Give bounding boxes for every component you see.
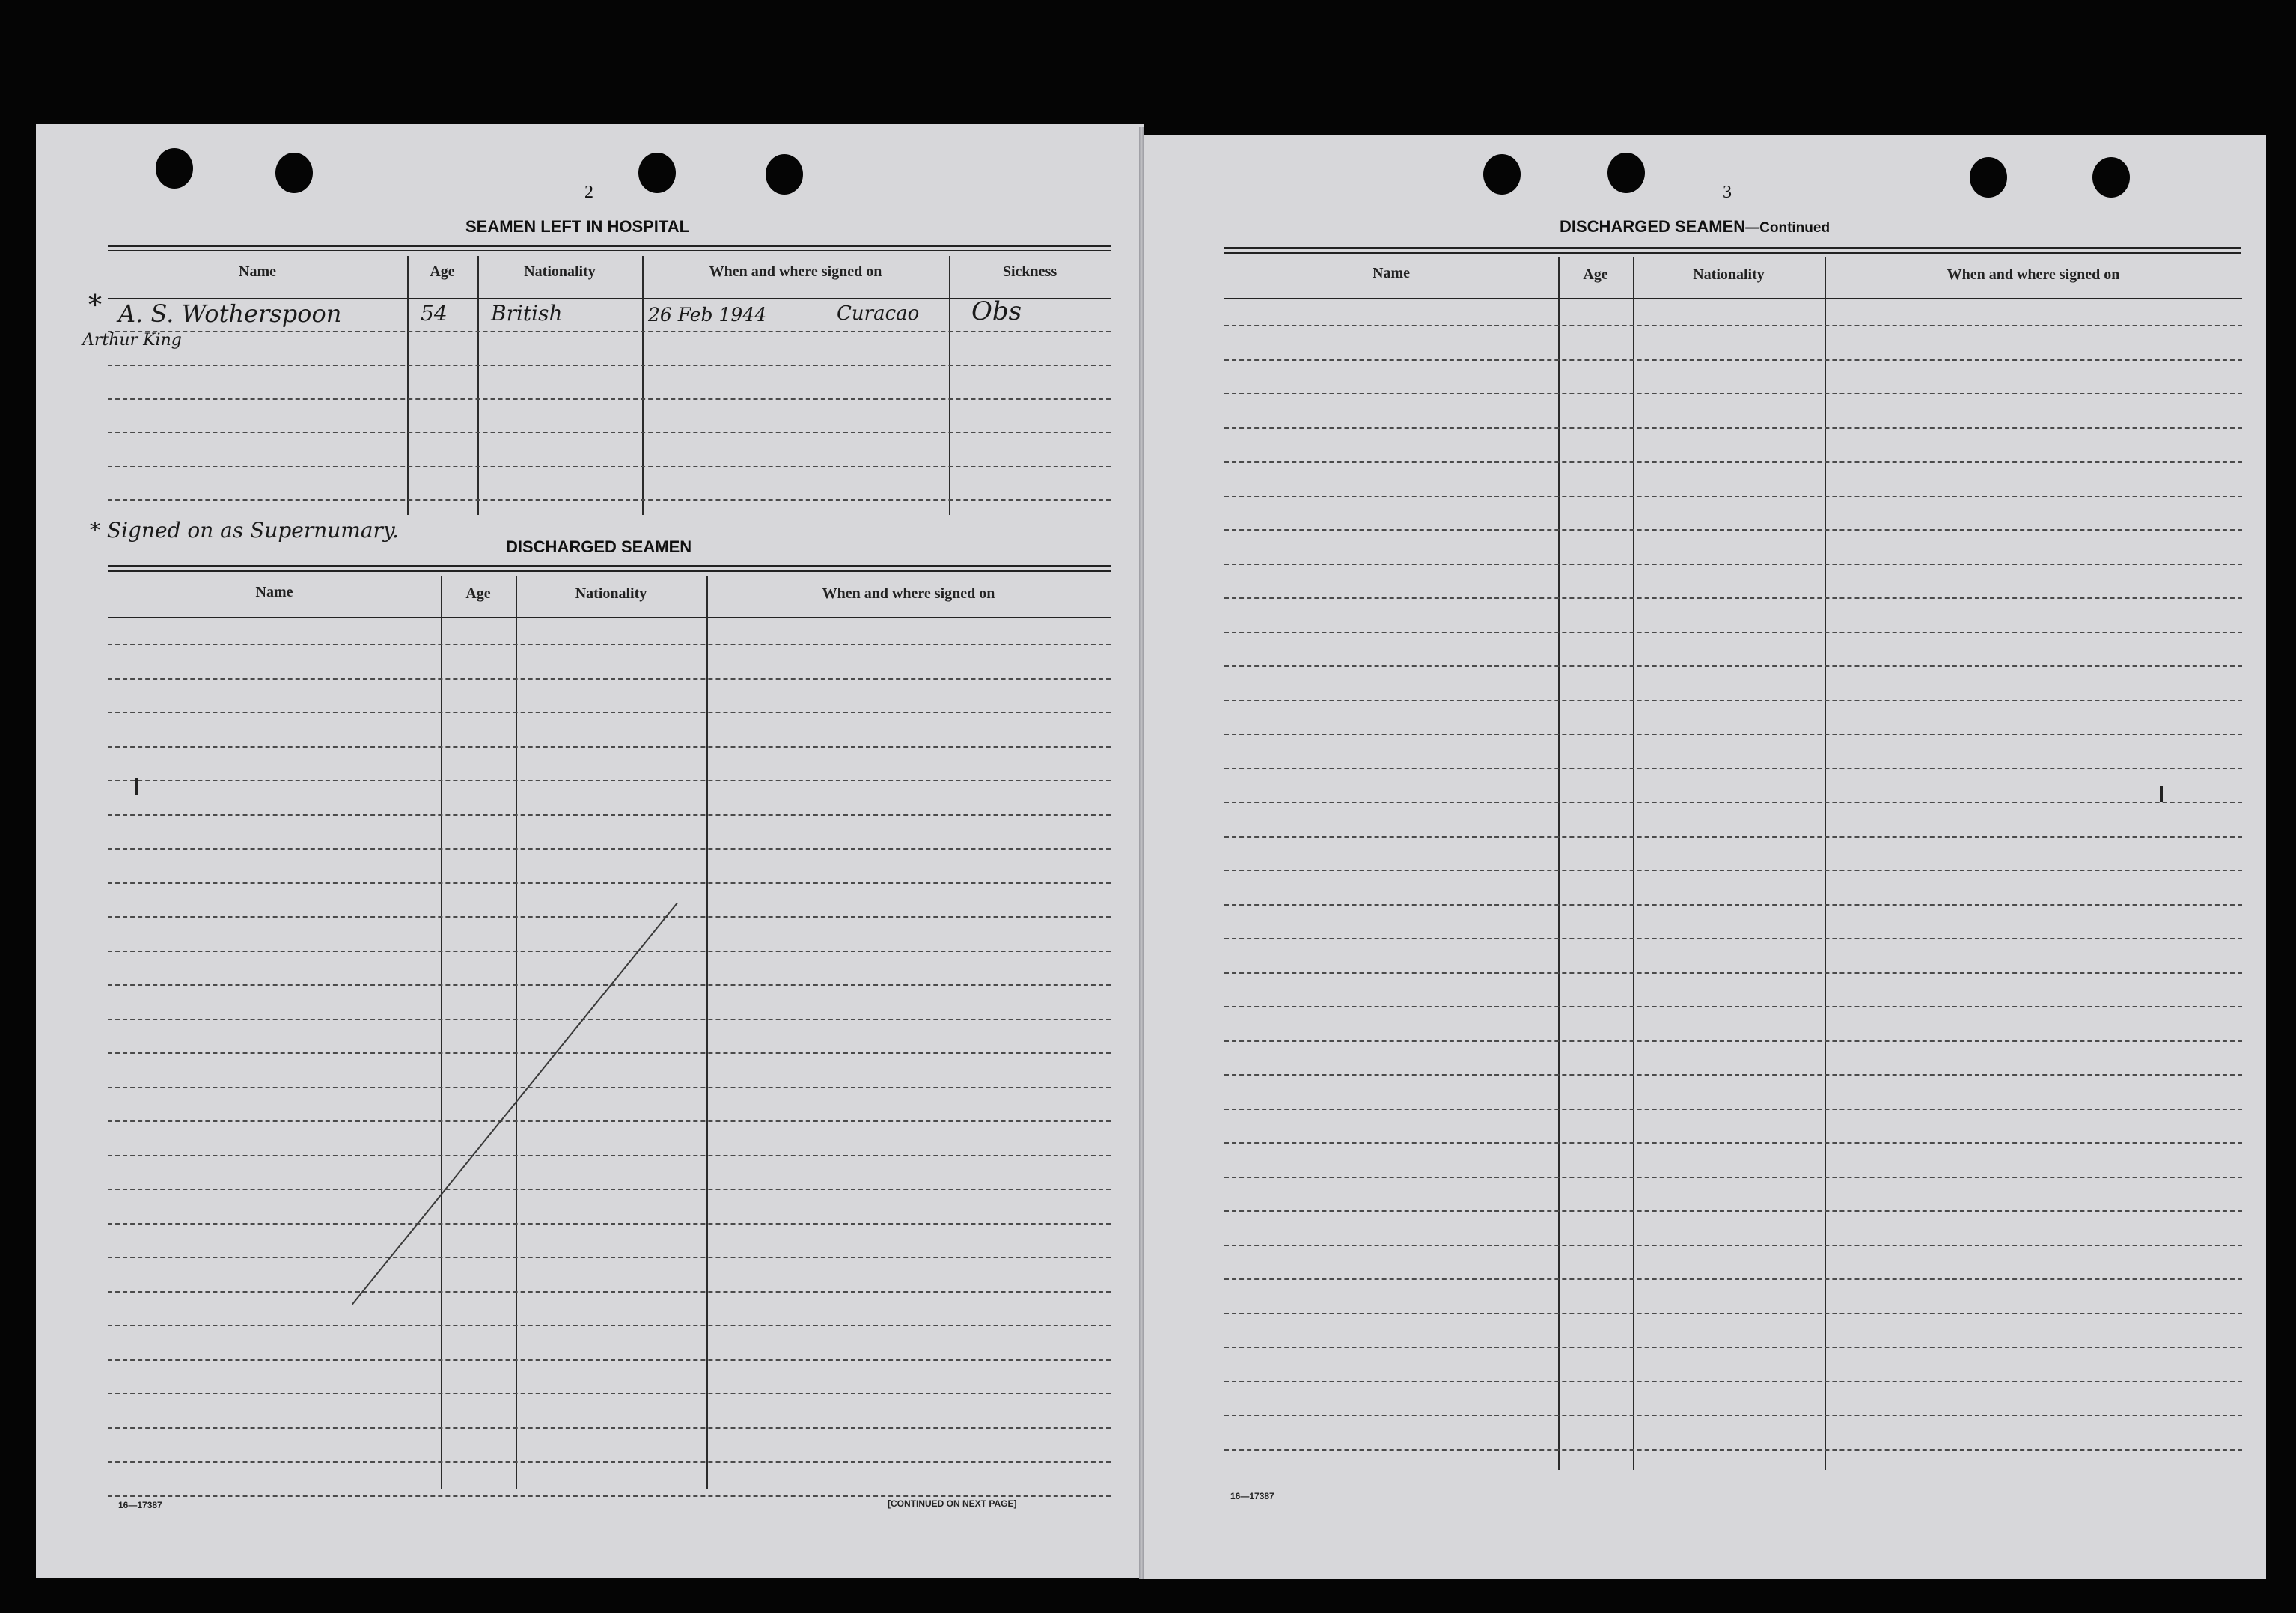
ruled-line bbox=[108, 1427, 1111, 1429]
ruled-line bbox=[108, 331, 1111, 332]
column-header-signed-on: When and where signed on bbox=[822, 585, 995, 602]
column-divider bbox=[441, 576, 442, 1489]
left-page bbox=[36, 124, 1144, 1578]
ruled-line bbox=[108, 1189, 1111, 1190]
ruled-line bbox=[1224, 1313, 2242, 1314]
ruled-line bbox=[1224, 1109, 2242, 1110]
supernumerary-mark: * bbox=[88, 290, 102, 321]
ruled-line bbox=[1224, 359, 2242, 361]
ruled-line bbox=[108, 848, 1111, 850]
hospital-entry-nationality: British bbox=[491, 301, 563, 326]
column-header-signed-on: When and where signed on bbox=[1947, 266, 2120, 283]
page-number: 3 bbox=[1723, 183, 1732, 202]
ruled-line bbox=[1224, 393, 2242, 394]
ruled-line bbox=[108, 432, 1111, 433]
ruled-line bbox=[108, 916, 1111, 918]
ruled-line bbox=[1224, 1278, 2242, 1280]
column-header-name: Name bbox=[255, 584, 293, 600]
column-divider bbox=[1825, 257, 1826, 1470]
ruled-line bbox=[1224, 1210, 2242, 1212]
ruled-line bbox=[1224, 938, 2242, 939]
ruled-line bbox=[1224, 529, 2242, 531]
ruled-line bbox=[1224, 496, 2242, 497]
column-header-nationality: Nationality bbox=[524, 263, 596, 280]
ruled-line bbox=[1224, 1006, 2242, 1007]
column-divider bbox=[1633, 257, 1634, 1470]
double-rule bbox=[108, 565, 1111, 572]
pencil-tick bbox=[135, 778, 138, 795]
right-page bbox=[1144, 135, 2266, 1579]
title-text: DISCHARGED SEAMEN bbox=[1560, 217, 1746, 236]
title-suffix: —Continued bbox=[1745, 220, 1831, 236]
ruled-line bbox=[108, 1223, 1111, 1225]
column-divider bbox=[516, 576, 517, 1489]
column-header-sickness: Sickness bbox=[1002, 263, 1057, 280]
ruled-line bbox=[1224, 904, 2242, 906]
form-number: 16—17387 bbox=[118, 1500, 162, 1510]
ruled-line bbox=[1224, 1415, 2242, 1416]
hospital-entry-name-note: Arthur King bbox=[82, 331, 182, 350]
ruled-line bbox=[108, 1495, 1111, 1497]
ruled-line bbox=[1224, 768, 2242, 769]
ruled-line bbox=[108, 780, 1111, 781]
ruled-line bbox=[1224, 1347, 2242, 1348]
discharged-table bbox=[108, 576, 1111, 1489]
ruled-line bbox=[1224, 1245, 2242, 1246]
discharged-section-title: DISCHARGED SEAMEN bbox=[506, 537, 692, 556]
column-header-signed-on: When and where signed on bbox=[709, 263, 882, 280]
column-divider bbox=[642, 256, 644, 515]
ruled-line bbox=[1224, 972, 2242, 974]
ruled-line bbox=[1224, 802, 2242, 803]
ruled-line bbox=[108, 1019, 1111, 1020]
pencil-tick bbox=[2160, 786, 2163, 802]
ruled-line bbox=[1224, 734, 2242, 735]
punch-hole bbox=[766, 154, 803, 195]
ruled-line bbox=[108, 1120, 1111, 1122]
column-header-age: Age bbox=[465, 585, 491, 602]
ruled-line bbox=[108, 1052, 1111, 1054]
continued-note: [CONTINUED ON NEXT PAGE] bbox=[888, 1498, 1017, 1509]
ruled-line bbox=[108, 1359, 1111, 1361]
table-header bbox=[108, 256, 1111, 299]
ruled-line bbox=[108, 1257, 1111, 1258]
ruled-line bbox=[108, 1393, 1111, 1394]
ruled-line bbox=[108, 1325, 1111, 1326]
column-divider bbox=[477, 256, 479, 515]
column-header-name: Name bbox=[1373, 265, 1410, 281]
ruled-line bbox=[1224, 1177, 2242, 1178]
ruled-line bbox=[1224, 325, 2242, 326]
ruled-line bbox=[108, 365, 1111, 366]
column-divider bbox=[949, 256, 950, 515]
ruled-line bbox=[108, 712, 1111, 713]
punch-hole bbox=[1970, 157, 2007, 198]
ruled-line bbox=[108, 1461, 1111, 1463]
column-divider bbox=[1558, 257, 1560, 1470]
column-header-age: Age bbox=[1583, 266, 1608, 283]
ruled-line bbox=[108, 499, 1111, 501]
ruled-line bbox=[1224, 665, 2242, 667]
punch-hole bbox=[1607, 153, 1645, 193]
ruled-line bbox=[108, 644, 1111, 645]
ruled-line bbox=[1224, 1381, 2242, 1382]
ruled-line bbox=[1224, 1040, 2242, 1042]
ruled-line bbox=[108, 746, 1111, 748]
hospital-entry-place: Curacao bbox=[837, 302, 920, 325]
hospital-entry-age: 54 bbox=[421, 301, 448, 326]
hospital-entry-date: 26 Feb 1944 bbox=[648, 304, 767, 326]
ruled-line bbox=[108, 814, 1111, 816]
ruled-line bbox=[108, 398, 1111, 400]
hospital-entry-sickness: Obs bbox=[971, 296, 1022, 326]
ruled-line bbox=[108, 678, 1111, 680]
ruled-line bbox=[1224, 461, 2242, 463]
table-header bbox=[108, 576, 1111, 618]
punch-hole bbox=[638, 153, 676, 193]
ruled-line bbox=[108, 1291, 1111, 1293]
ruled-line bbox=[1224, 1449, 2242, 1451]
ruled-line bbox=[108, 1087, 1111, 1088]
ruled-line bbox=[1224, 564, 2242, 565]
table-header bbox=[1224, 257, 2242, 299]
ruled-line bbox=[1224, 1142, 2242, 1144]
discharged-continued-title bbox=[1560, 217, 1830, 237]
page-number: 2 bbox=[584, 183, 593, 202]
ruled-line bbox=[1224, 427, 2242, 429]
column-header-name: Name bbox=[239, 263, 276, 280]
ruled-line bbox=[108, 466, 1111, 467]
punch-hole bbox=[275, 153, 313, 193]
ruled-line bbox=[108, 1155, 1111, 1156]
double-rule bbox=[1224, 247, 2241, 254]
double-rule bbox=[108, 245, 1111, 251]
column-header-age: Age bbox=[430, 263, 455, 280]
ruled-line bbox=[108, 882, 1111, 884]
ruled-line bbox=[1224, 597, 2242, 599]
punch-hole bbox=[156, 148, 193, 189]
ruled-line bbox=[1224, 836, 2242, 838]
column-header-nationality: Nationality bbox=[1693, 266, 1765, 283]
punch-hole bbox=[1483, 154, 1521, 195]
hospital-entry-name: A. S. Wotherspoon bbox=[118, 299, 342, 328]
hospital-footnote: * Signed on as Supernumary. bbox=[90, 518, 399, 543]
column-divider bbox=[407, 256, 409, 515]
ruled-line bbox=[1224, 1074, 2242, 1076]
column-divider bbox=[706, 576, 708, 1489]
cancel-stroke bbox=[352, 903, 678, 1305]
ruled-line bbox=[108, 951, 1111, 952]
ruled-line bbox=[1224, 632, 2242, 633]
ruled-line bbox=[1224, 870, 2242, 871]
discharged-continued-table bbox=[1224, 257, 2242, 1470]
punch-hole bbox=[2092, 157, 2130, 198]
column-header-nationality: Nationality bbox=[575, 585, 647, 602]
hospital-table bbox=[82, 256, 1111, 515]
ruled-line bbox=[1224, 700, 2242, 701]
form-number: 16—17387 bbox=[1230, 1491, 1274, 1501]
hospital-section-title: SEAMEN LEFT IN HOSPITAL bbox=[465, 217, 690, 236]
